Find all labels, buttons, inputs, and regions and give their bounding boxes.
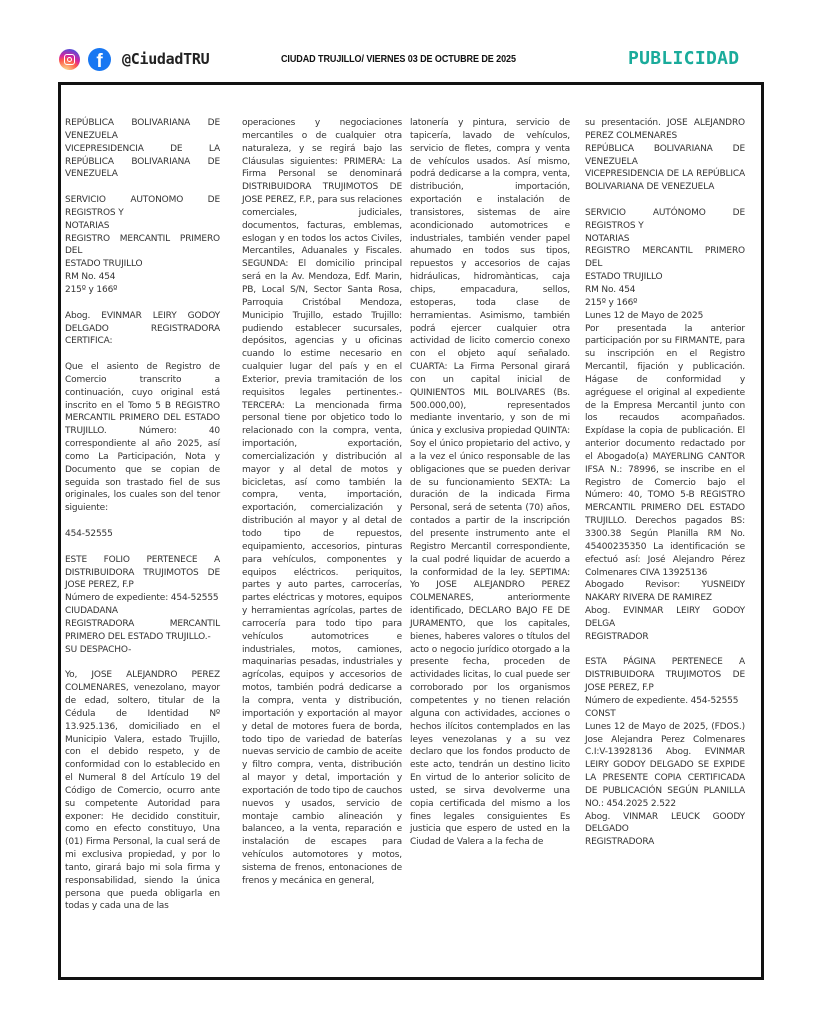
- text-line: SU DESPACHO-: [65, 644, 132, 655]
- text-line: NOTARIAS: [65, 220, 110, 231]
- text-line: 215º y 166º: [585, 297, 638, 308]
- text-line: Lunes 12 de Mayo de 2025, (FDOS.) Jose Alejandra Perez Colmenares C.I:V-13928136 Abog. EVINMAR LEIRY GODOY DELGADO SE EXPIDE LA PRESENTE COPIA CERTIFICADA DE PUBLICACIÓN SEGÚN PLANILLA NO.: 454.2025 2.522: [585, 721, 745, 809]
- text-line: REGISTRADORA: [585, 837, 655, 848]
- page-header: [0, 0, 819, 80]
- text-line: REPÚBLICA BOLIVARIANA DE VENEZUELA: [65, 118, 220, 141]
- text-line: CIUDADANA: [65, 606, 118, 617]
- facebook-icon[interactable]: f: [88, 48, 111, 71]
- paragraph: [585, 656, 745, 849]
- text-line: REGISTRADORA MERCANTIL PRIMERO DEL ESTADO TRUJILLO.-: [65, 618, 220, 642]
- text-line: Número de expediente. 454-52555: [585, 695, 739, 706]
- text-line: REPÚBLICA BOLIVARIANA DE VENEZUELA: [585, 143, 745, 167]
- text-line: Lunes 12 de Mayo de 2025: [585, 310, 704, 321]
- paragraph: [65, 117, 220, 181]
- text-line: REGISTRO MERCANTIL PRIMERO DEL: [65, 233, 220, 257]
- text-line: ESTADO TRUJILLO: [65, 259, 143, 270]
- text-line: VICEPRESIDENCIA DE LA REPÚBLICA BOLIVARIANA DE VENEZUELA: [585, 169, 745, 193]
- text-line: 215º y 166º: [65, 284, 118, 295]
- column-3: [410, 117, 570, 849]
- column-2: [242, 117, 402, 888]
- paragraph: [65, 528, 220, 541]
- text-line: Abog. EVINMAR LEIRY GODOY DELGADO REGISTRADORA CERTIFICA:: [65, 310, 220, 347]
- column-4: [585, 117, 745, 849]
- text-line: REGISTRADOR: [585, 631, 649, 642]
- text-line: REGISTRO MERCANTIL PRIMERO DEL: [585, 246, 745, 270]
- instagram-icon[interactable]: [59, 49, 80, 70]
- paragraph: [65, 669, 220, 913]
- text-line: RM No. 454: [65, 272, 116, 283]
- text-line: ESTE FOLIO PERTENECE A DISTRIBUIDORA TRUJIMOTOS DE JOSE PEREZ, F.P: [65, 554, 220, 591]
- text-line: ESTADO TRUJILLO: [585, 272, 663, 283]
- paragraph: [65, 310, 220, 349]
- text-line: 454-52555: [65, 529, 113, 539]
- social-handle: @CiudadTRU: [122, 50, 210, 68]
- paragraph: [242, 117, 402, 888]
- paragraph: [65, 194, 220, 297]
- text-line: Que el asiento de Registro de Comercio transcrito a continuación, cuyo original está inscrito en el Tomo 5 B REGISTRO MERCANTIL PRIMERO DEL ESTADO TRUJILLO. Número: 40 correspondiente al año 2025, así como La Participación, Nota y Documento que se copian de seguida son trastado fiel de sus originales, los cuales son del tenor siguiente:: [65, 362, 220, 514]
- text-line: su presentación. JOSE ALEJANDRO PEREZ COLMENARES: [585, 118, 745, 141]
- text-line: Número de expediente: 454-52555: [65, 593, 219, 604]
- text-line: Yo, JOSE ALEJANDRO PEREZ COLMENARES, venezolano, mayor de edad, soltero, titular de la Cédula de Identidad Nº 13.925.136, domiciliado en el Municipio Valera, estado Trujillo, con el debido respeto, y de conformidad con lo establecido en el Numeral 8 del Artículo 19 del Código de Comercio, ocurro ante su competente Autoridad para exponer: He decidido constituir, como en efecto constituyo, Una (01) Firma Personal, la cual será de mi exclusiva propiedad, y por lo tanto, girará bajo mi sola firma y responsabilidad, siendo la única persona que pueda obligarla en todas y cada una de las: [65, 670, 220, 912]
- text-line: NOTARIAS: [585, 233, 630, 244]
- text-line: RM No. 454: [585, 284, 636, 295]
- text-line: operaciones y negociaciones mercantiles o de cualquier otra naturaleza, y se regirá bajo las Cláusulas siguientes: PRIMERA: La Firma Personal se denominará DISTRIBUIDORA TRUJIMOTOS DE JOSE PEREZ, F.P., para sus relaciones comerciales, judiciales, documentos, facturas, emblemas, eslogan y en todos los actos Civiles, Mercantiles, Aduanales y Fiscales. SEGUNDA: El domicilio principal será en la Av. Mendoza, Edf. Marin, PB, Local S/N, Sector Santa Rosa, Parroquia Cristóbal Mendoza, Municipio Trujillo, estado Trujillo: pudiendo establecer sucursales, depósitos, agencias y u oficinas cuando lo estime necesario en cualquier lugar del país y en el Exterior, previa tramitación de los requisitos legales pertinentes.- TERCERA: La mencionada firma personal tiene por objetico todo lo relacionado con la compra, venta, importación, exportación, comercialización y distribución al mayor y al detal de motos y bicicletas, así como también la compra, venta, importación, exportación, comercialización y distribución al mayor y al detal de todo tipo de repuestos, equipamiento, accesorios, pinturas para vehículos, componentes y equipos eléctricos. periquitos, partes y auto partes, carrocerías, partes eléctricas y motores, equipos y herramientas agrícolas, partes de carrocería para todo tipo para vehículos automotrices e industriales, motos, camiones, maquinarias pesadas, industriales y agrícolas, equipos y accesorios de motos, también podrá dedicarse a la compra, venta y distribución, importación y exportación al mayor y detal de motores fuera de borda, todo tipo de variedad de baterías nuevas servicio de cambio de aceite y filtro compra, venta, distribución al mayor y detal, importación y exportación de todo tipo de cauchos nuevos y usados, servicio de montaje cambio alineación y balanceo, a la venta, reparación e instalación de escapes para vehículos automotores y motos, sistema de frenos, entonaciones de frenos y mecánica en general,: [242, 118, 402, 886]
- text-line: SERVICIO AUTÓNOMO DE REGISTROS Y: [585, 207, 745, 231]
- text-line: ESTA PÁGINA PERTENECE A DISTRIBUIDORA TRUJIMOTOS DE JOSE PEREZ, F.P: [585, 657, 745, 694]
- paragraph: [65, 361, 220, 515]
- paragraph: [585, 207, 745, 644]
- paragraph: [410, 117, 570, 849]
- text-line: Abog. VINMAR LEUCK GOODY DELGADO: [585, 811, 745, 835]
- column-1: [65, 117, 220, 913]
- dateline: CIUDAD TRUJILLO/ VIERNES 03 DE OCTUBRE DE 2025: [281, 53, 516, 65]
- paragraph: [585, 117, 745, 194]
- text-line: Abog. EVINMAR LEIRY GODOY DELGA: [585, 606, 745, 629]
- text-line: latonería y pintura, servicio de tapicería, lavado de vehículos, servicio de fletes, compra y venta de vehículos usados. Así mismo, podrá dedicarse a la compra, venta, distribución, importación, exportación e instalación de transistores, sistemas de aire acondicionado automotrices e industriales, también vender papel ahumado en todos sus tipos, repuestos y accesorios de cajas hidráulicas, hidromànticas, caja chips, empacadura, sellos, estoperas, toda clase de herramientas. Asimismo, también podrá ejercer cualquier otra actividad de licito comercio conexo con el objeto aquí señalado. CUARTA: La Firma Personal girará con un capital inicial de QUINIENTOS MIL BOLIVARES (Bs. 500.000,00), representados mediante inventario, y son de mi única y exclusiva propiedad QUINTA: Soy el único propietario del activo, y a la vez el único responsable de las obligaciones que se pueden derivar de su funcionamiento SEXTA: La duración de la indicada Firma Personal, será de setenta (70) años, contados a partir de la inscripción del presente instrumento ante el Registro Mercantil correspondiente, la cual podré liquidar de acuerdo a la conformidad de la ley. SEPTIMA: Yo JOSE ALEJANDRO PEREZ COLMENARES, anteriormente identificado, DECLARO BAJO FE DE JURAMENTO, que los capitales, bienes, haberes valores o títulos del acto o negocio jurídico otorgado a la presente fecha, proceden de actividades licitas, lo cual puede ser corroborado por los organismos competentes y no tienen relación alguna con actividades, acciones o hechos ilícitos contemplados en las leyes venezolanas y a su vez declaro que los fondos producto de este acto, tendrán un destino licito En virtud de lo anterior solicito de usted, se sirva devolverme una copia certificada del mismo a los fines legales consiguientes Es justicia que espero de usted en la Ciudad de Valera a la fecha de: [410, 118, 570, 848]
- text-line: Por presentada la anterior participación por su FIRMANTE, para su inscripción en el Registro Mercantil, fijación y publicación. Hágase de conformidad y agréguese el original al expediente de la Empresa Mercantil junto con los recaudos acompañados. Expídase la copia de publicación. El anterior documento redactado por el Abogado(a) MAYERLING CANTOR IFSA N.: 78996, se inscribe en el Registro de Comercio bajo el Número: 40, TOMO 5-B REGISTRO MERCANTIL PRIMERO DEL ESTADO TRUJILLO. Derechos pagados BS: 3300.38 Según Planilla RM No. 45400235350 La identificación se efectuó así: José Alejandro Pérez Colmenares CIVA 13925136: [585, 323, 745, 578]
- text-line: CONST: [585, 708, 616, 719]
- text-line: VICEPRESIDENCIA DE LA REPÚBLICA BOLIVARIANA DE VENEZUELA: [65, 143, 220, 180]
- section-title: PUBLICIDAD: [628, 48, 740, 69]
- text-line: SERVICIO AUTONOMO DE REGISTROS Y: [65, 195, 220, 218]
- paragraph: [65, 554, 220, 657]
- text-line: Abogado Revisor: YUSNEIDY NAKARY RIVERA DE RAMIREZ: [585, 580, 745, 604]
